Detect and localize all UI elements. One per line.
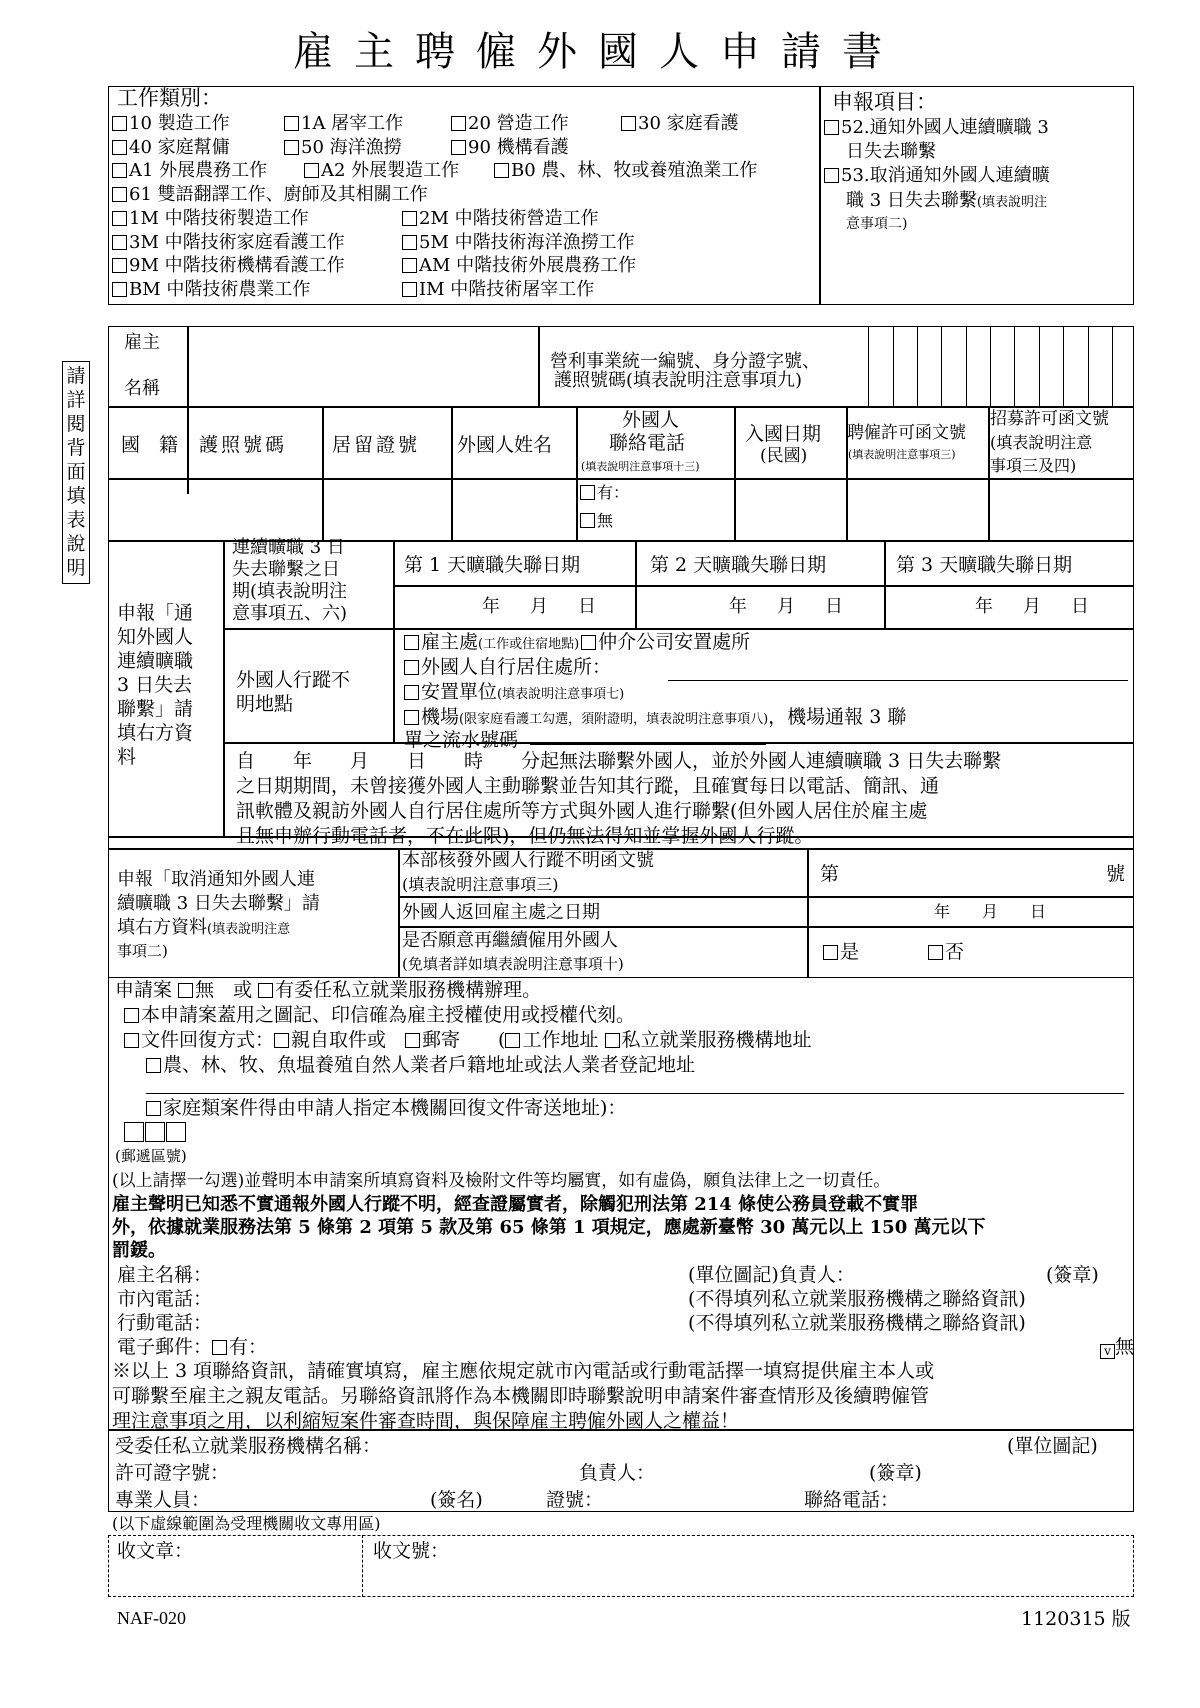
day2-header: 第 2 天曠職失聯日期	[650, 554, 827, 576]
continue-employ-label: 是否願意再繼續僱用外國人	[402, 930, 618, 951]
work-category-option[interactable]: B0 農、林、牧或養殖漁業工作	[494, 160, 757, 182]
email-yes-checkbox[interactable]	[212, 1340, 227, 1355]
custom-address-option[interactable]: 家庭類案件得由申請人指定本機關回復文件寄送地址)：	[146, 1097, 626, 1120]
no-agency-checkbox[interactable]	[178, 983, 193, 998]
entry-date-header: 入國日期	[745, 423, 822, 445]
work-category-option[interactable]: 40 家庭幫傭	[112, 137, 230, 159]
category-checkbox[interactable]	[402, 282, 417, 297]
category-checkbox[interactable]	[494, 163, 509, 178]
report-items-heading: 申報項目：	[832, 90, 937, 114]
missing-letter-label: 本部核發外國人行蹤不明函文號	[402, 850, 654, 871]
postal-code-label: (郵遞區號)	[115, 1147, 187, 1165]
day3-header: 第 3 天曠職失聯日期	[896, 554, 1073, 576]
continue-no-option[interactable]: 否	[928, 941, 964, 964]
email-no-checkbox[interactable]: v	[1100, 1344, 1115, 1359]
landline-field[interactable]: 市內電話：	[117, 1288, 213, 1310]
worker-name-header: 外國人姓名	[457, 434, 553, 456]
employer-sign-label: (簽章)	[1046, 1264, 1099, 1286]
page-title: 雇主聘僱外國人申請書	[293, 29, 903, 75]
employer-seal-label: (單位圖記)負責人：	[688, 1264, 855, 1286]
agency-address-checkbox[interactable]	[605, 1033, 620, 1048]
work-category-option[interactable]: 50 海洋漁撈	[284, 137, 402, 159]
worker-phone-yes-option[interactable]: 有：	[580, 483, 629, 502]
worker-phone-no-option[interactable]: 無	[580, 511, 613, 530]
employer-name-label: 雇主	[124, 332, 160, 353]
email-no-option[interactable]: v 無	[1100, 1336, 1134, 1359]
work-category-option[interactable]: A1 外展農務工作	[112, 160, 267, 182]
continue-yes-option[interactable]: 是	[823, 941, 859, 964]
cancel-report-label: 申報「取消通知外國人連	[117, 869, 315, 890]
work-category-option[interactable]: 1M 中階技術製造工作	[112, 208, 309, 230]
category-checkbox[interactable]	[284, 140, 299, 155]
employer-name-field[interactable]: 雇主名稱：	[117, 1264, 213, 1286]
absence-dates-label: 連續曠職 3 日 失去聯繫之日 期(填表說明注 意事項五、六)	[232, 537, 348, 624]
work-category-option[interactable]: 30 家庭看護	[621, 113, 739, 135]
loc-airport-checkbox[interactable]	[404, 710, 419, 725]
report-item-53[interactable]: 53.取消通知外國人連續曠	[824, 165, 1050, 187]
work-category-option[interactable]: 3M 中階技術家庭看護工作	[112, 232, 345, 254]
report-52-checkbox[interactable]	[824, 120, 839, 135]
loc-employer-checkbox[interactable]	[404, 635, 419, 650]
nationality-header: 國 籍	[121, 434, 179, 456]
work-category-option[interactable]: IM 中階技術屠宰工作	[402, 279, 594, 301]
category-checkbox[interactable]	[112, 235, 127, 250]
category-checkbox[interactable]	[112, 140, 127, 155]
return-date-label: 外國人返回雇主處之日期	[402, 902, 600, 923]
permit-number-header: 聘僱許可函文號	[847, 423, 966, 443]
staff-field[interactable]: 專業人員：	[115, 1489, 211, 1511]
work-category-option[interactable]: AM 中階技術外展農務工作	[402, 255, 636, 277]
missing-letter-field[interactable]: 第	[820, 863, 840, 885]
work-category-heading: 工作類別：	[117, 86, 222, 110]
receipt-area	[108, 1535, 1134, 1597]
farm-address-option[interactable]: 農、林、牧、魚塭養殖自然人業者戶籍地址或法人業者登記地址	[146, 1054, 695, 1077]
agency-seal-label: (單位圖記)	[1007, 1435, 1098, 1457]
form-version: 1120315 版	[1021, 1608, 1131, 1630]
seal-authorization-option[interactable]: 本申請案蓋用之圖記、印信確為雇主授權使用或授權代刻。	[124, 1004, 635, 1027]
absence-statement: 自 年 月 日 時 分起無法聯繫外國人，並於外國人連續曠職 3 日失去聯繫	[236, 750, 1002, 772]
agency-phone-field[interactable]: 聯絡電話：	[804, 1489, 900, 1511]
work-category-option[interactable]: 5M 中階技術海洋漁撈工作	[402, 232, 635, 254]
day2-date-field[interactable]: 年 月 日	[729, 596, 849, 617]
work-category-option[interactable]: 20 營造工作	[451, 113, 569, 135]
reply-method-checkbox[interactable]	[124, 1033, 139, 1048]
staff-sign-label: (簽名)	[430, 1489, 483, 1511]
loc-agency-checkbox[interactable]	[581, 635, 596, 650]
work-category-option[interactable]: BM 中階技術農業工作	[112, 279, 310, 301]
phone-no-checkbox[interactable]	[580, 513, 595, 528]
category-checkbox[interactable]	[304, 163, 319, 178]
receipt-number-label: 收文號：	[373, 1540, 450, 1562]
agency-rep-field[interactable]: 負責人：	[579, 1462, 656, 1484]
cert-number-field[interactable]: 證號：	[546, 1489, 604, 1511]
loc-shelter-checkbox[interactable]	[404, 685, 419, 700]
work-category-option[interactable]: A2 外展製造工作	[304, 160, 459, 182]
category-checkbox[interactable]	[112, 282, 127, 297]
category-checkbox[interactable]	[112, 116, 127, 131]
work-category-option[interactable]: 90 機構看護	[451, 137, 569, 159]
custom-address-checkbox[interactable]	[146, 1101, 161, 1116]
absence-report-label: 申報「通 知外國人 連續曠職 3 日失去 聯繫」請 填右方資 料	[117, 602, 194, 768]
work-category-option[interactable]: 9M 中階技術機構看護工作	[112, 255, 345, 277]
location-airport-option[interactable]: 機場(限家庭看護工勾選，須附證明，填表說明注意事項八)，機場通報 3 聯	[404, 706, 906, 729]
farm-address-checkbox[interactable]	[146, 1058, 161, 1073]
category-checkbox[interactable]	[402, 211, 417, 226]
recruit-number-header: 招募許可函文號	[990, 409, 1109, 429]
report-53-checkbox[interactable]	[824, 168, 839, 183]
receipt-stamp-label: 收文章：	[117, 1540, 194, 1562]
email-field[interactable]: 電子郵件： 有：	[117, 1336, 268, 1358]
category-checkbox[interactable]	[112, 211, 127, 226]
penalty-statement: 雇主聲明已知悉不實通報外國人行蹤不明，經查證屬實者，除觸犯刑法第 214 條使公務員登載不實罪	[112, 1194, 919, 1215]
category-checkbox[interactable]	[112, 258, 127, 273]
employer-id-label: 營利事業統一編號、身分證字號、	[550, 351, 820, 372]
work-category-option[interactable]: 2M 中階技術營造工作	[402, 208, 599, 230]
day1-header: 第 1 天曠職失聯日期	[404, 554, 581, 576]
agency-sign-label: (簽章)	[869, 1462, 922, 1484]
pickup-checkbox[interactable]	[274, 1033, 289, 1048]
seal-checkbox[interactable]	[124, 1008, 139, 1023]
agency-entrust-option[interactable]: 申請案 無 或 有委任私立就業服務機構辦理。	[115, 979, 542, 1001]
category-checkbox[interactable]	[112, 163, 127, 178]
location-shelter-option[interactable]: 安置單位(填表說明注意事項七)	[404, 681, 624, 704]
form-id: NAF-020	[117, 1608, 187, 1628]
continue-yes-checkbox[interactable]	[823, 945, 838, 960]
work-category-option[interactable]: 10 製造工作	[112, 113, 230, 135]
day3-date-field[interactable]: 年 月 日	[975, 596, 1095, 617]
location-employer-option[interactable]: 雇主處(工作或住宿地點) 仲介公司安置處所	[404, 631, 750, 654]
loc-self-checkbox[interactable]	[404, 660, 419, 675]
phone-yes-checkbox[interactable]	[580, 485, 595, 500]
location-self-residence-option[interactable]: 外國人自行居住處所：	[404, 656, 611, 679]
category-checkbox[interactable]	[621, 116, 636, 131]
category-checkbox[interactable]	[112, 187, 127, 202]
day1-date-field[interactable]: 年 月 日	[482, 596, 602, 617]
category-checkbox[interactable]	[451, 140, 466, 155]
passport-header: 護照號碼	[199, 434, 288, 456]
receipt-note: (以下虛線範圍為受理機關收文專用區)	[112, 1514, 381, 1533]
postal-code-input[interactable]	[124, 1122, 188, 1145]
work-category-option[interactable]: 61 雙語翻譯工作、廚師及其相關工作	[112, 184, 428, 206]
reply-method-options[interactable]: 文件回復方式： 親自取件或 郵寄 ( 工作地址 私立就業服務機構地址	[124, 1029, 812, 1052]
report-item-52[interactable]: 52.通知外國人連續曠職 3	[824, 117, 1049, 139]
declaration-text: (以上請擇一勾選)並聲明本申請案所填寫資料及檢附文件等均屬實，如有虛偽，願負法律上之一切責任。	[112, 1171, 891, 1191]
contact-notice: ※以上 3 項聯絡資訊，請確實填寫，雇主應依規定就市內電話或行動電話擇一填寫提供雇主本人或	[112, 1360, 935, 1382]
category-checkbox[interactable]	[284, 116, 299, 131]
worker-phone-header: 外國人	[622, 409, 680, 431]
continue-no-checkbox[interactable]	[928, 945, 943, 960]
category-checkbox[interactable]	[402, 235, 417, 250]
work-address-checkbox[interactable]	[505, 1033, 520, 1048]
agency-name-field[interactable]: 受委任私立就業服務機構名稱：	[115, 1435, 382, 1457]
residence-header: 居留證號	[332, 434, 421, 456]
return-date-field[interactable]: 年 月 日	[934, 902, 1047, 921]
mobile-field[interactable]: 行動電話：	[117, 1312, 213, 1334]
location-label: 外國人行蹤不	[236, 669, 351, 691]
license-number-field[interactable]: 許可證字號：	[115, 1462, 230, 1484]
mail-checkbox[interactable]	[405, 1033, 420, 1048]
category-checkbox[interactable]	[451, 116, 466, 131]
category-checkbox[interactable]	[402, 258, 417, 273]
has-agency-checkbox[interactable]	[258, 983, 273, 998]
work-category-option[interactable]: 1A 屠宰工作	[284, 113, 403, 135]
